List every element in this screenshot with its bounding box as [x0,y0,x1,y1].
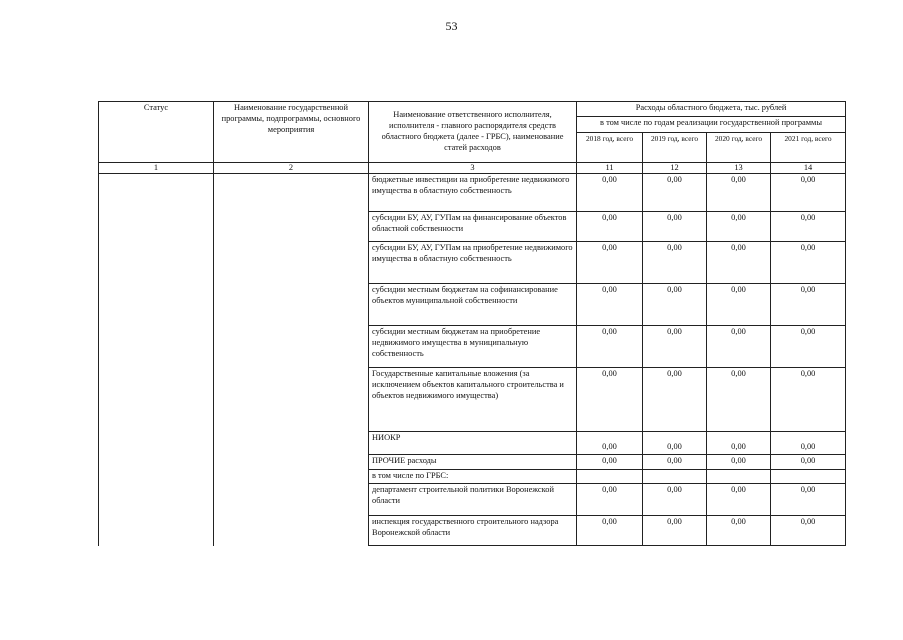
expense-item-label: ПРОЧИЕ расходы [369,455,577,470]
value-2021: 0,00 [771,284,846,326]
value-2018: 0,00 [577,242,643,284]
value-2019: 0,00 [643,368,707,432]
value-2018: 0,00 [577,212,643,242]
value-2020: 0,00 [707,212,771,242]
expense-item-label: НИОКР [369,432,577,455]
year-header-2019: 2019 год, всего [643,133,707,163]
value-2020 [707,470,771,484]
value-2018: 0,00 [577,484,643,516]
value-2021: 0,00 [771,368,846,432]
value-2021: 0,00 [771,212,846,242]
value-2021: 0,00 [771,432,846,455]
table-row [99,174,846,212]
value-2019 [643,470,707,484]
expenses-header: Расходы областного бюджета, тыс. рублей [577,102,846,117]
value-2018: 0,00 [577,368,643,432]
value-2019: 0,00 [643,326,707,368]
executor-header: Наименование ответственного исполнителя, исполнителя - главного распорядителя средств областного бюджета (далее - ГРБС), наименование статей расходов [369,102,577,163]
value-2019: 0,00 [643,242,707,284]
column-number: 14 [771,163,846,174]
expense-item-label: департамент строительной политики Воронежской области [369,484,577,516]
value-2021: 0,00 [771,326,846,368]
expense-item-label: субсидии местным бюджетам на приобретение недвижимого имущества в муниципальную собственность [369,326,577,368]
value-2021: 0,00 [771,242,846,284]
value-2018: 0,00 [577,284,643,326]
column-number: 11 [577,163,643,174]
column-number: 13 [707,163,771,174]
value-2019: 0,00 [643,284,707,326]
value-2021 [771,470,846,484]
expense-item-label: субсидии БУ, АУ, ГУПам на финансирование объектов областной собственности [369,212,577,242]
year-header-2018: 2018 год, всего [577,133,643,163]
column-number: 3 [369,163,577,174]
year-header-2021: 2021 год, всего [771,133,846,163]
value-2021: 0,00 [771,174,846,212]
value-2020: 0,00 [707,432,771,455]
column-number: 1 [99,163,214,174]
value-2020: 0,00 [707,516,771,546]
value-2019: 0,00 [643,516,707,546]
program-name-cell [214,174,369,546]
value-2020: 0,00 [707,368,771,432]
expense-item-label: субсидии местным бюджетам на софинансирование объектов муниципальной собственности [369,284,577,326]
status-header: Статус [99,102,214,163]
value-2018: 0,00 [577,174,643,212]
column-numbers-row [99,163,846,174]
by-years-header: в том числе по годам реализации государственной программы [577,117,846,133]
value-2021: 0,00 [771,484,846,516]
value-2020: 0,00 [707,284,771,326]
expense-item-label: бюджетные инвестиции на приобретение недвижимого имущества в областную собственность [369,174,577,212]
value-2020: 0,00 [707,242,771,284]
page-number: 53 [445,19,458,33]
value-2020: 0,00 [707,174,771,212]
value-2019: 0,00 [643,432,707,455]
expense-item-label: субсидии БУ, АУ, ГУПам на приобретение недвижимого имущества в областную собственность [369,242,577,284]
value-2021: 0,00 [771,455,846,470]
value-2020: 0,00 [707,326,771,368]
value-2018: 0,00 [577,432,643,455]
value-2019: 0,00 [643,484,707,516]
value-2019: 0,00 [643,212,707,242]
value-2018: 0,00 [577,455,643,470]
value-2018 [577,470,643,484]
value-2020: 0,00 [707,484,771,516]
value-2019: 0,00 [643,174,707,212]
column-number: 12 [643,163,707,174]
value-2020: 0,00 [707,455,771,470]
budget-table [98,101,846,546]
expense-item-label: Государственные капитальные вложения (за исключением объектов капитального строительства и объектов недвижимого имущества) [369,368,577,432]
expense-item-label: в том числе по ГРБС: [369,470,577,484]
value-2018: 0,00 [577,516,643,546]
status-cell [99,174,214,546]
value-2018: 0,00 [577,326,643,368]
program-name-header: Наименование государственной программы, подпрограммы, основного мероприятия [214,102,369,163]
year-header-2020: 2020 год, всего [707,133,771,163]
value-2019: 0,00 [643,455,707,470]
expense-item-label: инспекция государственного строительного надзора Воронежской области [369,516,577,546]
value-2021: 0,00 [771,516,846,546]
column-number: 2 [214,163,369,174]
